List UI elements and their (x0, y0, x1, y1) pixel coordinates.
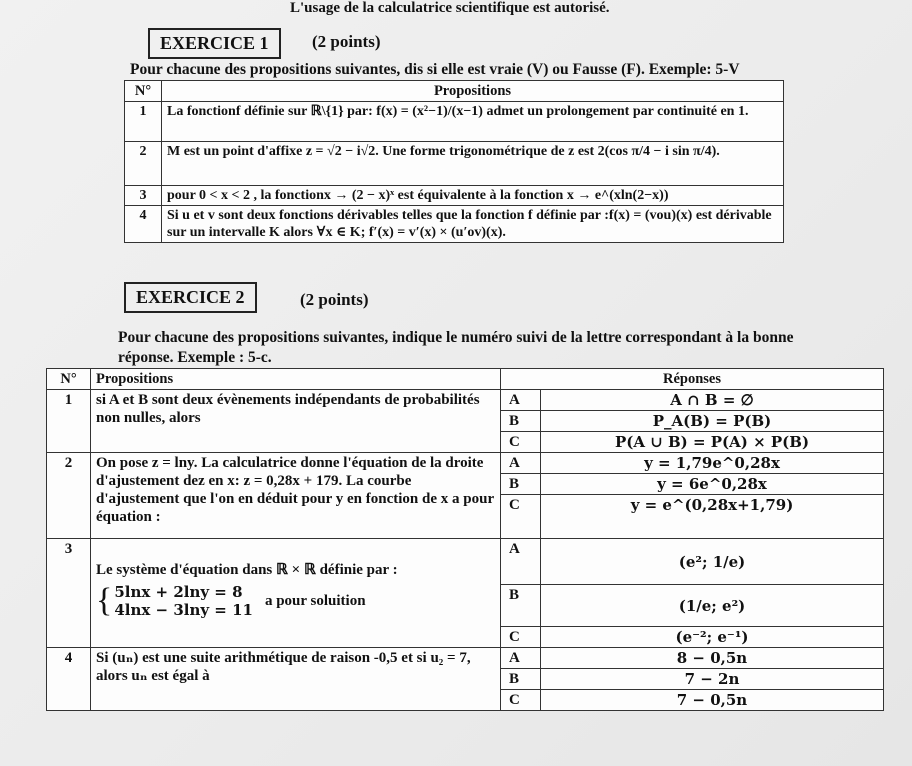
exercise1-table (124, 80, 784, 243)
question-num: 3 (47, 539, 91, 648)
answer-letter: C (501, 495, 541, 539)
answer-letter: A (501, 648, 541, 669)
answer-value: y = e^(0,28x+1,79) (541, 495, 884, 539)
exercise2-instruction: Pour chacune des propositions suivantes, indique le numéro suivi de la lettre correspondant à la bonne réponse. Exemple : 5-c. (118, 329, 794, 366)
row-num: 4 (125, 206, 162, 243)
answer-letter: B (501, 474, 541, 495)
answer-value: y = 6e^0,28x (541, 474, 884, 495)
equation-system (96, 583, 495, 619)
answer-value: (1/e; e²) (541, 585, 884, 627)
exercise1-title: EXERCICE 1 (148, 28, 281, 59)
answer-letter: A (501, 390, 541, 411)
exercise1-points: (2 points) (312, 32, 381, 51)
table-row (47, 539, 884, 585)
equation-lines (114, 583, 253, 619)
exercise2-points: (2 points) (300, 290, 369, 309)
table-header-row (125, 81, 784, 102)
answer-letter: B (501, 411, 541, 432)
answer-letter: B (501, 669, 541, 690)
exercise1-instruction: Pour chacune des propositions suivantes, dis si elle est vraie (V) ou Fausse (F). Exemple: 5-V (130, 61, 740, 78)
table-row (47, 453, 884, 474)
answer-value: P(A ∪ B) = P(A) × P(B) (541, 432, 884, 453)
proposition-text: La fonctionf définie sur ℝ\{1} par: f(x) = (x²−1)/(x−1) admet un prolongement par continuité en 1. (162, 102, 784, 142)
row-num: 2 (125, 142, 162, 186)
answer-value: (e²; 1/e) (541, 539, 884, 585)
answer-letter: C (501, 627, 541, 648)
col-resp-header: Réponses (501, 369, 884, 390)
exercise2-title: EXERCICE 2 (124, 282, 257, 313)
answer-value: 7 − 0,5n (541, 690, 884, 711)
answer-letter: C (501, 690, 541, 711)
equation-1: 5lnx + 2lny = 8 (114, 583, 243, 601)
row-num: 1 (125, 102, 162, 142)
answer-value: A ∩ B = ∅ (541, 390, 884, 411)
answer-value: 8 − 0,5n (541, 648, 884, 669)
answer-value: (e⁻²; e⁻¹) (541, 627, 884, 648)
question-text: Si (uₙ) est une suite arithmétique de raison -0,5 et si u₂ = 7, alors uₙ est égal à (91, 648, 501, 711)
calculator-notice: L'usage de la calculatrice scientifique est autorisé. (290, 0, 610, 16)
answer-value: y = 1,79e^0,28x (541, 453, 884, 474)
question-num: 2 (47, 453, 91, 539)
proposition-text: Si u et v sont deux fonctions dérivables telles que la fonction f définie par :f(x) = (vou)(x) est dérivable sur un intervalle K alors ∀x ∈ K; f′(x) = v′(x) × (u′ov)(x). (162, 206, 784, 243)
table-row (125, 186, 784, 206)
answer-value: 7 − 2n (541, 669, 884, 690)
question-text-cell (91, 539, 501, 648)
table-header-row (47, 369, 884, 390)
table-row (125, 206, 784, 243)
proposition-text: M est un point d'affixe z = √2 − i√2. Une forme trigonométrique de z est 2(cos π/4 − i sin π/4). (162, 142, 784, 186)
brace-icon: { (96, 582, 113, 619)
table-row (125, 142, 784, 186)
col-num-header: N° (125, 81, 162, 102)
answer-value: P_A(B) = P(B) (541, 411, 884, 432)
table-row (47, 648, 884, 669)
question-text: si A et B sont deux évènements indépendants de probabilités non nulles, alors (91, 390, 501, 453)
col-props-header: Propositions (91, 369, 501, 390)
question-num: 4 (47, 648, 91, 711)
exercise2-table (46, 368, 884, 711)
table-row (125, 102, 784, 142)
proposition-text: pour 0 < x < 2 , la fonctionx → (2 − x)ˣ est équivalente à la fonction x → e^(xln(2−x)) (162, 186, 784, 206)
col-num-header: N° (47, 369, 91, 390)
answer-letter: B (501, 585, 541, 627)
answer-letter: A (501, 539, 541, 585)
row-num: 3 (125, 186, 162, 206)
answer-letter: A (501, 453, 541, 474)
question-text: Le système d'équation dans ℝ × ℝ définie par : (96, 562, 398, 578)
equation-suffix: a pour soluition (264, 593, 366, 609)
col-props-header: Propositions (162, 81, 784, 102)
table-row (47, 390, 884, 411)
answer-letter: C (501, 432, 541, 453)
question-num: 1 (47, 390, 91, 453)
question-text: On pose z = lny. La calculatrice donne l'équation de la droite d'ajustement dez en x: z = 0,28x + 179. La courbe d'ajustement que l'on en déduit pour y en fonction de x a pour équation : (91, 453, 501, 539)
equation-2: 4lnx − 3lny = 11 (114, 601, 253, 619)
